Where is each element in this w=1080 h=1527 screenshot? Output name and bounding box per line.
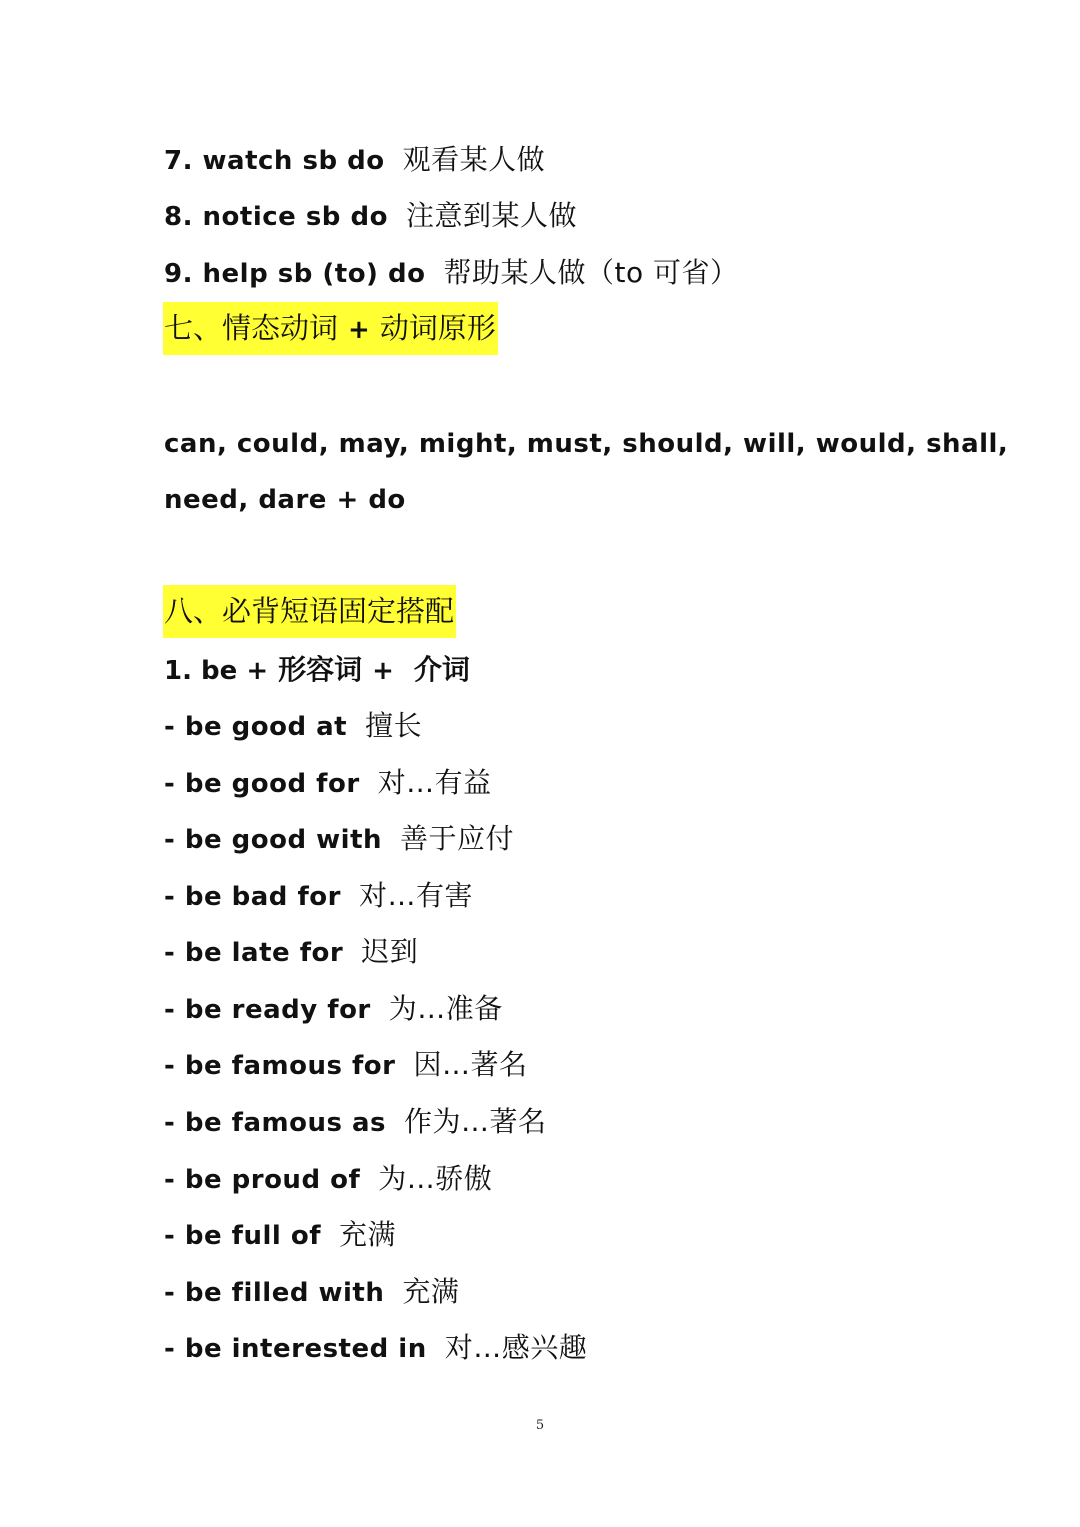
- phrase-zh: 充满: [339, 1218, 397, 1251]
- list-item: [164, 876, 473, 916]
- phrase-zh: 帮助某人做（to 可省）: [443, 256, 739, 289]
- sub-part: 形容词: [278, 653, 363, 686]
- list-item: [164, 196, 577, 236]
- list-item: [164, 253, 738, 293]
- list-item: [164, 819, 514, 859]
- phrase-en: - be bad for: [164, 882, 341, 912]
- list-item: [164, 763, 492, 803]
- phrase-zh: 迟到: [361, 935, 419, 968]
- plus-sign: +: [372, 656, 394, 686]
- phrase-en: - be ready for: [164, 995, 371, 1025]
- list-item: [164, 989, 503, 1029]
- phrase-zh: 作为…著名: [404, 1105, 547, 1138]
- subsection-title: [164, 650, 470, 690]
- phrase-zh: 为…准备: [388, 992, 503, 1025]
- sub-part: 介词: [413, 653, 470, 686]
- section-heading-phrases: 八、必背短语固定搭配: [163, 585, 456, 638]
- phrase-en: - be late for: [164, 938, 344, 968]
- plus-sign: +: [348, 315, 370, 345]
- phrase-en: - be filled with: [164, 1278, 385, 1308]
- phrase-en: - be good with: [164, 825, 383, 855]
- list-item: [164, 1272, 459, 1312]
- phrase-en: 9. help sb (to) do: [164, 259, 426, 289]
- phrase-en: - be proud of: [164, 1165, 361, 1195]
- list-item: [164, 1045, 528, 1085]
- phrase-zh: 对…有益: [377, 766, 492, 799]
- phrase-en: - be famous for: [164, 1051, 396, 1081]
- phrase-zh: 为…骄傲: [378, 1162, 493, 1195]
- modal-verbs-line-2: need, dare + do: [164, 485, 406, 515]
- phrase-en: - be famous as: [164, 1108, 387, 1138]
- sub-prefix: 1. be +: [164, 656, 269, 686]
- list-item: [164, 1159, 492, 1199]
- phrase-en: - be good at: [164, 712, 348, 742]
- list-item: [164, 1102, 547, 1142]
- phrase-zh: 对…感兴趣: [444, 1331, 588, 1364]
- phrase-zh: 因…著名: [413, 1048, 528, 1081]
- heading-part: 动词原形: [379, 311, 496, 345]
- list-item: [164, 140, 545, 180]
- list-item: [164, 1215, 396, 1255]
- phrase-zh: 善于应付: [400, 822, 515, 855]
- page-number: 5: [535, 1418, 545, 1433]
- phrase-en: - be interested in: [164, 1334, 427, 1364]
- modal-verbs-line-1: can, could, may, might, must, should, will, would, shall,: [164, 429, 1009, 459]
- phrase-en: - be full of: [164, 1221, 322, 1251]
- section-heading-modal-verbs: [163, 302, 498, 355]
- phrase-zh: 注意到某人做: [405, 199, 577, 232]
- list-item: [164, 706, 422, 746]
- phrase-en: 8. notice sb do: [164, 202, 388, 232]
- heading-part: 七、情态动词: [164, 311, 339, 345]
- phrase-zh: 擅长: [365, 709, 423, 742]
- list-item: [164, 1328, 587, 1368]
- phrase-en: - be good for: [164, 769, 360, 799]
- phrase-zh: 观看某人做: [402, 143, 546, 176]
- phrase-en: 7. watch sb do: [164, 146, 385, 176]
- list-item: [164, 932, 418, 972]
- phrase-zh: 充满: [402, 1275, 460, 1308]
- phrase-zh: 对…有害: [358, 879, 473, 912]
